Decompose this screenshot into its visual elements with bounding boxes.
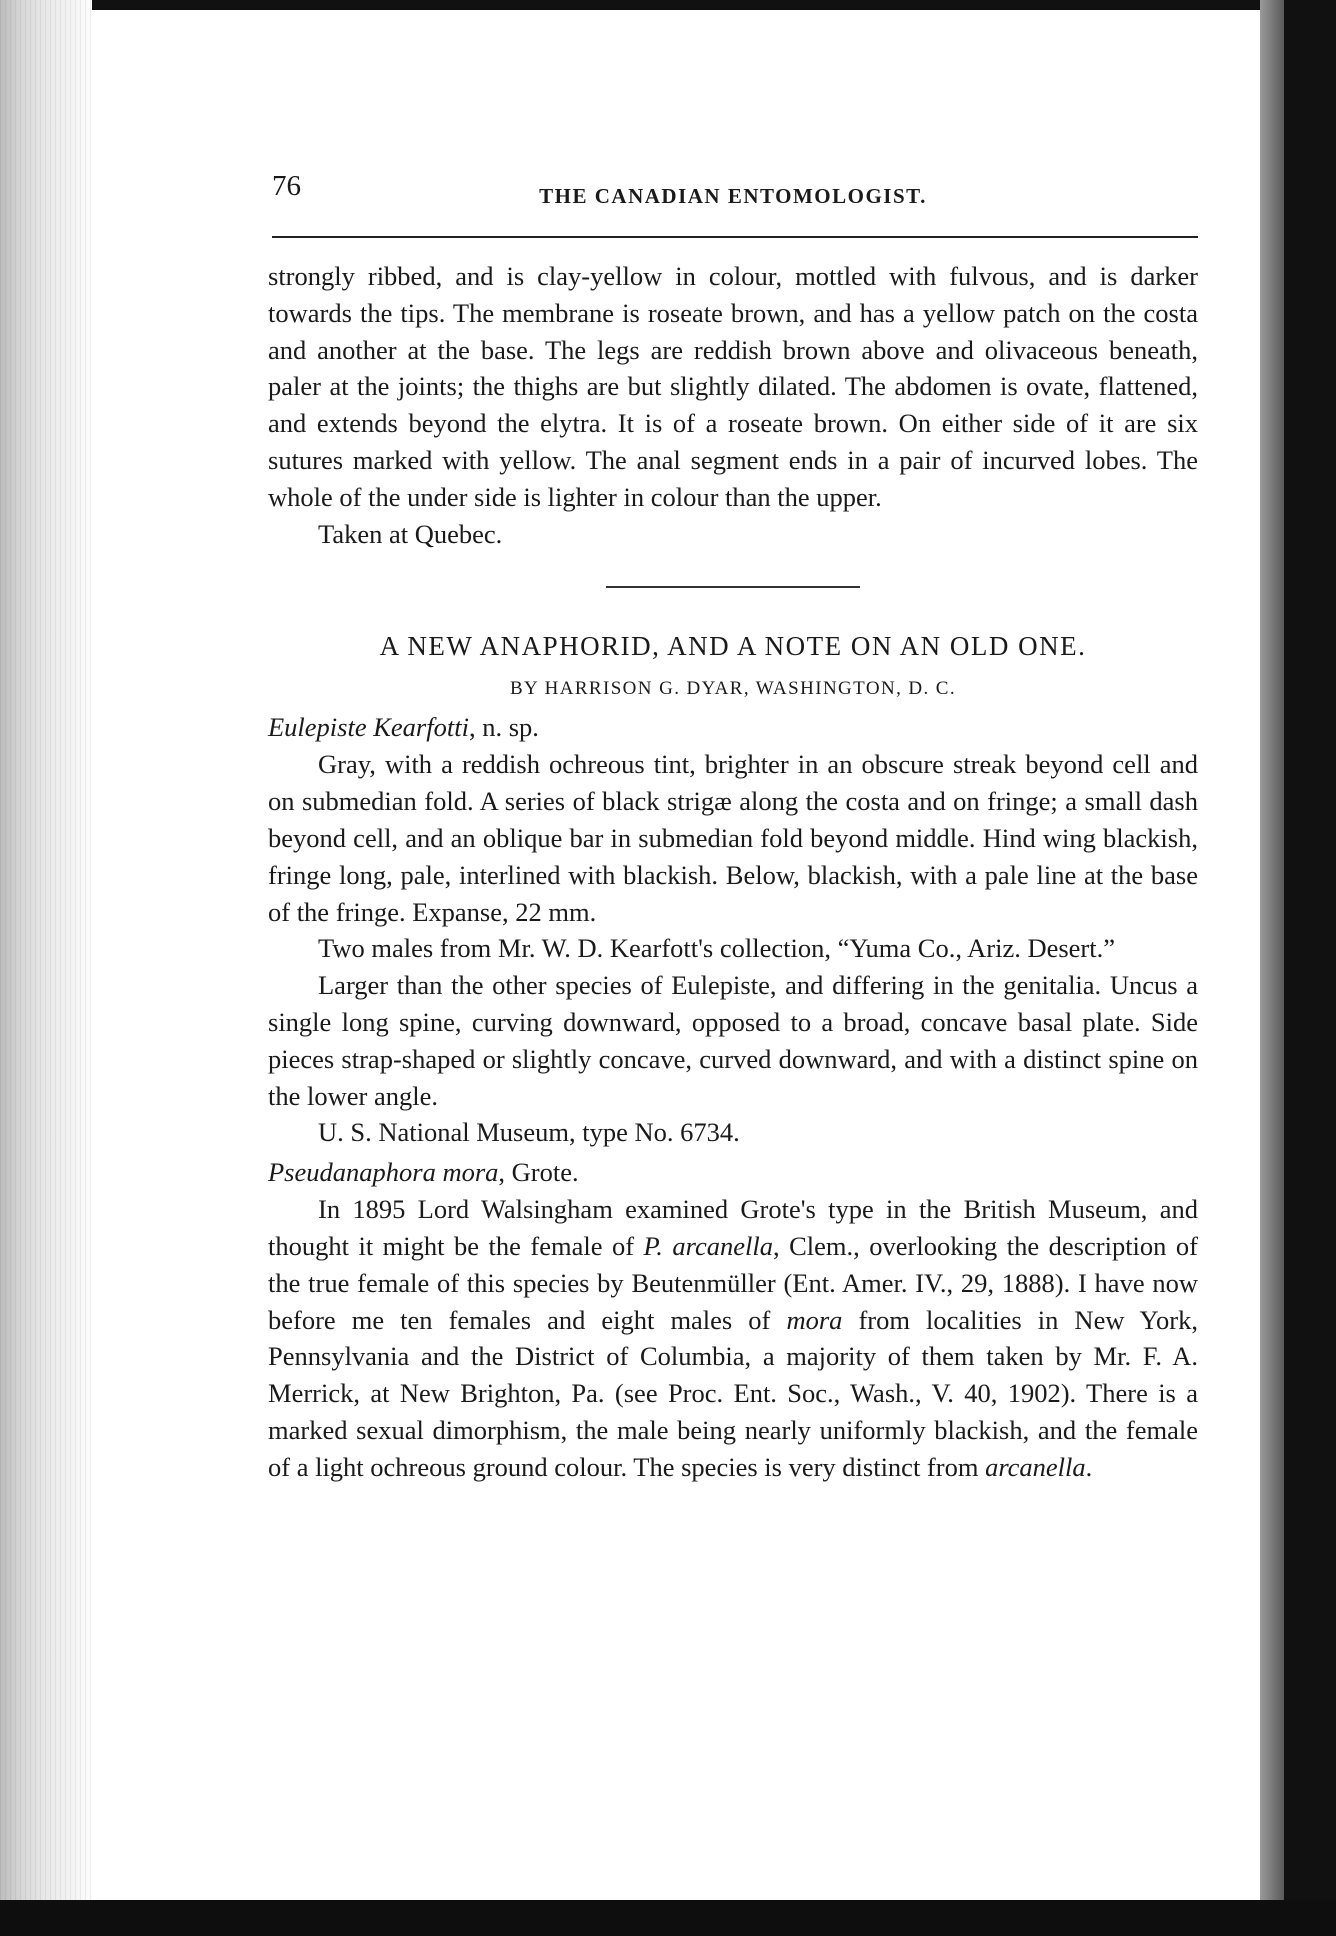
page [268, 170, 1198, 1486]
species-heading-eulepiste [268, 708, 1198, 746]
species-material: Two males from Mr. W. D. Kearfott's collection, “Yuma Co., Ariz. Desert.” [318, 933, 1116, 964]
scan-right-shadow [1260, 0, 1284, 1936]
note-italic-name: P. arcanella [643, 1230, 773, 1261]
article-title: A NEW ANAPHORID, AND A NOTE ON AN OLD ONE. [379, 631, 1087, 662]
note-text: . [1085, 1451, 1093, 1482]
book-gutter-texture [0, 0, 92, 1936]
header-rule [272, 236, 1198, 238]
continuation-paragraph: strongly ribbed, and is clay-yellow in colour, mottled with fulvous, and is darker towards the tips. The membrane is roseate brown, and has a yellow patch on the costa and another at the base. The legs are reddish brown above and olivaceous beneath, paler at the joints; the thighs are but slightly dilated. The abdomen is ovate, flattened, and extends beyond the elytra. It is of a roseate brown. On either side of it are six sutures marked with yellow. The anal segment ends in a pair of incurved lobes. The whole of the under side is lighter in colour than the upper. [268, 261, 1198, 512]
species-name: Eulepiste Kearfotti [268, 712, 469, 743]
section-divider [606, 586, 860, 588]
page-number: 76 [272, 170, 301, 202]
note-text: , Clem., overlooking the description of the true female of this species by Beutenmüller (Ent. Amer. IV., 29, 1888). I have now before me ten females and eight males of [268, 1230, 1198, 1335]
species-heading-pseudanaphora [268, 1153, 1198, 1191]
species-note [268, 1191, 1198, 1485]
scan-bottom-edge [0, 1900, 1336, 1936]
article-byline: BY HARRISON G. DYAR, WASHINGTON, D. C. [509, 678, 957, 700]
scan-top-edge [0, 0, 1336, 10]
locality-line: Taken at Quebec. [318, 518, 503, 549]
species-type: U. S. National Museum, type No. 6734. [318, 1117, 740, 1148]
note-text: In 1895 Lord Walsingham examined Grote's type in the British Museum, and thought it might be the female of [268, 1194, 1198, 1261]
species-authority: , Grote. [498, 1157, 579, 1188]
journal-title: THE CANADIAN ENTOMOLOGIST. [539, 184, 927, 208]
scan-right-edge [1284, 0, 1336, 1936]
species-description: Gray, with a reddish ochreous tint, brighter in an obscure streak beyond cell and on submedian fold. A series of black strigæ along the costa and on fringe; a small dash beyond cell, and an oblique bar in submedian fold beyond middle. Hind wing blackish, fringe long, pale, interlined with blackish. Below, blackish, with a pale line at the base of the fringe. Expanse, 22 mm. [268, 749, 1198, 927]
note-text: from localities in New York, Pennsylvania and the District of Columbia, a majority of them taken by Mr. F. A. Merrick, at New Brighton, Pa. (see Proc. Ent. Soc., Wash., V. 40, 1902). There is a marked sexual dimorphism, the male being nearly uniformly blackish, and the female of a light ochreous ground colour. The species is very distinct from [268, 1304, 1198, 1482]
note-italic-name: arcanella [985, 1451, 1086, 1482]
species-authority: , n. sp. [468, 712, 539, 743]
body-text [268, 258, 1198, 1486]
running-head [268, 170, 1198, 210]
species-name: Pseudanaphora mora [268, 1157, 499, 1188]
species-comparison: Larger than the other species of Eulepiste, and differing in the genitalia. Uncus a single long spine, curving downward, opposed to a broad, concave basal plate. Side pieces strap-shaped or slightly concave, curved downward, and with a distinct spine on the lower angle. [268, 970, 1198, 1111]
note-italic-name: mora [786, 1304, 843, 1335]
